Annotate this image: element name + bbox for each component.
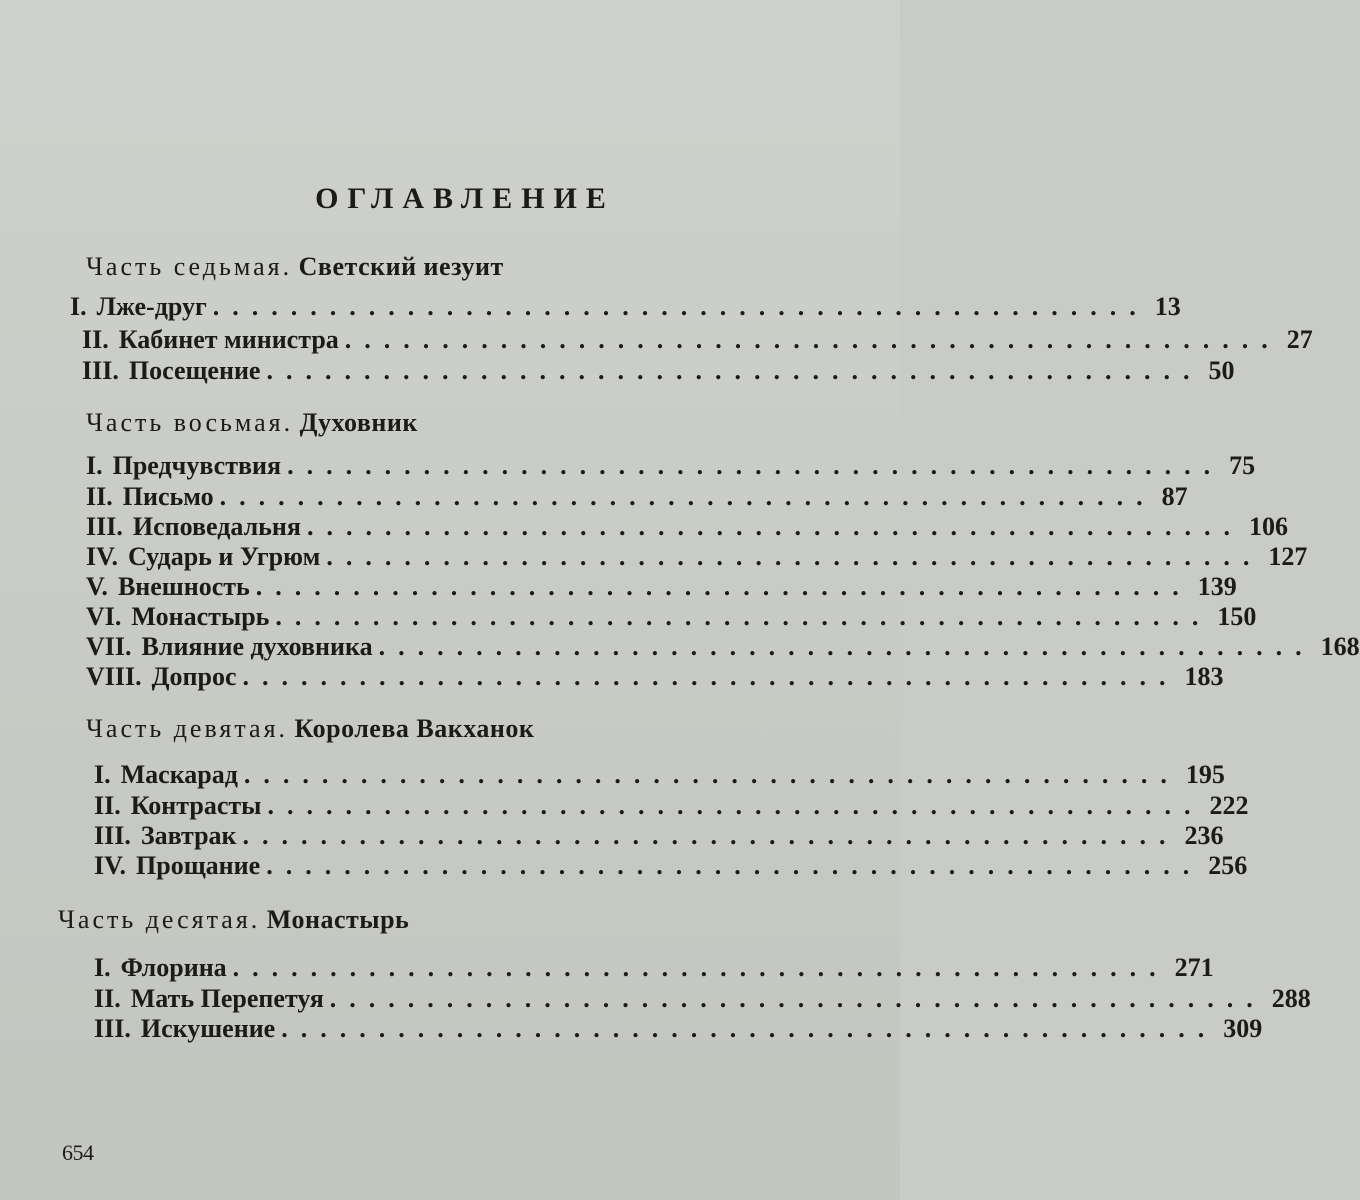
chapter-title: Сударь и Угрюм	[128, 542, 321, 571]
chapter-title: Допрос	[151, 662, 237, 691]
chapter-page: 106	[1248, 512, 1288, 541]
chapter-number: III.	[86, 512, 123, 541]
part-label: Часть девятая.	[86, 714, 289, 743]
toc-entry	[94, 953, 1214, 985]
toc-entry	[94, 1014, 1263, 1046]
toc-entry	[86, 572, 1237, 604]
chapter-page: 87	[1161, 482, 1188, 511]
toc-entry	[94, 984, 1311, 1016]
page-title: ОГЛАВЛЕНИЕ	[315, 182, 615, 215]
dot-leader: ................................................	[266, 851, 1203, 880]
chapter-page: 127	[1268, 542, 1308, 571]
chapter-number: IV.	[94, 851, 127, 880]
dot-leader: ................................................	[266, 356, 1203, 385]
part-label: Часть седьмая.	[86, 252, 293, 281]
chapter-title: Искушение	[140, 1014, 276, 1043]
dot-leader: ................................................	[212, 292, 1149, 321]
chapter-title: Прощание	[136, 851, 261, 880]
toc-entry	[94, 791, 1249, 823]
chapter-number: VIII.	[86, 662, 142, 691]
dot-leader: ................................................	[232, 953, 1169, 982]
toc-entry	[86, 542, 1308, 574]
chapter-page: 183	[1184, 662, 1224, 691]
toc-entry	[70, 292, 1181, 324]
chapter-page: 288	[1271, 984, 1311, 1013]
toc-entry	[86, 662, 1224, 694]
dot-leader: ................................................	[281, 1014, 1218, 1043]
toc-entry	[82, 325, 1313, 357]
chapter-title: Влияние духовника	[141, 632, 373, 661]
chapter-title: Кабинет министра	[118, 325, 339, 354]
chapter-title: Письмо	[122, 482, 214, 511]
chapter-number: II.	[94, 984, 121, 1013]
chapter-title: Внешность	[117, 572, 250, 601]
chapter-number: VII.	[86, 632, 132, 661]
part-heading	[86, 252, 504, 282]
dot-leader: ................................................	[255, 572, 1192, 601]
part-heading	[86, 408, 418, 438]
part-name: Монастырь	[266, 905, 410, 934]
chapter-page: 13	[1154, 292, 1181, 321]
toc-entry	[82, 356, 1235, 388]
toc-entry	[94, 821, 1224, 853]
toc-entry	[94, 760, 1225, 792]
chapter-title: Мать Перепетуя	[130, 984, 324, 1013]
chapter-page: 139	[1197, 572, 1237, 601]
chapter-number: I.	[94, 953, 111, 982]
chapter-number: IV.	[86, 542, 119, 571]
dot-leader: ................................................	[242, 662, 1179, 691]
part-heading	[86, 714, 534, 744]
chapter-number: I.	[86, 451, 103, 480]
dot-leader: ................................................	[243, 760, 1180, 789]
chapter-title: Маскарад	[120, 760, 238, 789]
chapter-number: I.	[70, 292, 87, 321]
part-label: Часть восьмая.	[86, 408, 294, 437]
chapter-title: Контрасты	[130, 791, 262, 820]
dot-leader: ................................................	[275, 602, 1212, 631]
chapter-number: II.	[82, 325, 109, 354]
page-number: 654	[62, 1140, 94, 1165]
toc-entry	[86, 632, 1360, 664]
chapter-number: V.	[86, 572, 108, 601]
toc-entry	[86, 482, 1188, 514]
chapter-page: 50	[1208, 356, 1235, 385]
chapter-number: III.	[82, 356, 119, 385]
dot-leader: ................................................	[344, 325, 1281, 354]
chapter-title: Флорина	[120, 953, 227, 982]
chapter-page: 168	[1320, 632, 1360, 661]
toc-entry	[86, 451, 1256, 483]
chapter-page: 27	[1286, 325, 1313, 354]
chapter-page: 195	[1185, 760, 1225, 789]
chapter-page: 236	[1184, 821, 1224, 850]
chapter-title: Лже-друг	[96, 292, 207, 321]
chapter-page: 150	[1217, 602, 1257, 631]
dot-leader: ................................................	[329, 984, 1266, 1013]
chapter-number: III.	[94, 821, 131, 850]
chapter-title: Завтрак	[140, 821, 237, 850]
chapter-title: Предчувствия	[112, 451, 282, 480]
chapter-page: 222	[1209, 791, 1249, 820]
chapter-number: II.	[94, 791, 121, 820]
chapter-title: Посещение	[128, 356, 261, 385]
chapter-title: Исповедальня	[132, 512, 301, 541]
chapter-number: III.	[94, 1014, 131, 1043]
part-heading	[58, 905, 409, 935]
chapter-number: VI.	[86, 602, 122, 631]
dot-leader: ................................................	[242, 821, 1179, 850]
toc-entry	[86, 602, 1257, 634]
chapter-page: 75	[1229, 451, 1256, 480]
chapter-page: 309	[1223, 1014, 1263, 1043]
part-name: Духовник	[299, 408, 418, 437]
dot-leader: ................................................	[267, 791, 1204, 820]
toc-entry	[94, 851, 1248, 883]
chapter-number: II.	[86, 482, 113, 511]
toc-entry	[86, 512, 1288, 544]
chapter-page: 256	[1208, 851, 1248, 880]
dot-leader: ................................................	[326, 542, 1263, 571]
chapter-page: 271	[1174, 953, 1214, 982]
dot-leader: ................................................	[287, 451, 1224, 480]
part-name: Королева Вакханок	[294, 714, 535, 743]
part-label: Часть десятая.	[58, 905, 261, 934]
chapter-title: Монастырь	[131, 602, 270, 631]
dot-leader: ................................................	[378, 632, 1315, 661]
dot-leader: ................................................	[306, 512, 1243, 541]
chapter-number: I.	[94, 760, 111, 789]
part-name: Светский иезуит	[298, 252, 504, 281]
dot-leader: ................................................	[219, 482, 1156, 511]
